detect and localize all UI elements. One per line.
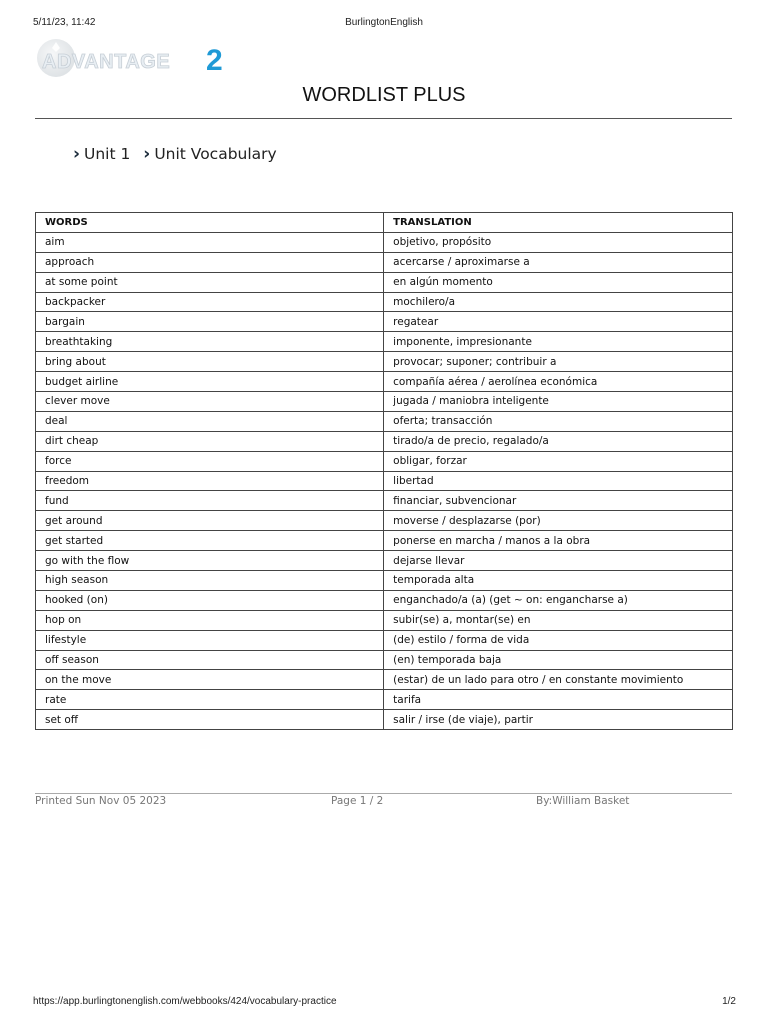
cell-translation: obligar, forzar	[384, 451, 733, 471]
table-row	[36, 571, 733, 591]
chevron-right-icon: ›	[143, 144, 151, 164]
footer-author: By:William Basket	[536, 795, 630, 807]
cell-word: freedom	[36, 471, 384, 491]
cell-word: force	[36, 451, 384, 471]
table-row	[36, 292, 733, 312]
cell-word: bargain	[36, 312, 384, 332]
table-row	[36, 332, 733, 352]
cell-translation: enganchado/a (a) (get ~ on: engancharse a)	[384, 590, 733, 610]
cell-word: hop on	[36, 610, 384, 630]
cell-translation: acercarse / aproximarse a	[384, 252, 733, 272]
table-row	[36, 650, 733, 670]
table-row	[36, 491, 733, 511]
table-row	[36, 710, 733, 730]
cell-word: dirt cheap	[36, 431, 384, 451]
cell-translation: (de) estilo / forma de vida	[384, 630, 733, 650]
cell-word: rate	[36, 690, 384, 710]
breadcrumb	[73, 144, 285, 164]
advantage-logo	[34, 38, 244, 82]
cell-translation: financiar, subvencionar	[384, 491, 733, 511]
cell-translation: jugada / maniobra inteligente	[384, 392, 733, 412]
cell-word: backpacker	[36, 292, 384, 312]
cell-word: off season	[36, 650, 384, 670]
vocabulary-table	[35, 212, 733, 730]
cell-translation: imponente, impresionante	[384, 332, 733, 352]
footer-printed-date: Printed Sun Nov 05 2023	[35, 795, 167, 807]
table-row	[36, 630, 733, 650]
cell-word: at some point	[36, 272, 384, 292]
chevron-right-icon: ›	[73, 144, 81, 164]
cell-translation: oferta; transacción	[384, 411, 733, 431]
cell-translation: tirado/a de precio, regalado/a	[384, 431, 733, 451]
page-title: WORDLIST PLUS	[302, 84, 466, 106]
table-row	[36, 431, 733, 451]
table-row	[36, 272, 733, 292]
cell-translation: (en) temporada baja	[384, 650, 733, 670]
cell-word: on the move	[36, 670, 384, 690]
table-row	[36, 232, 733, 252]
print-footer-page: 1/2	[722, 996, 736, 1007]
cell-word: approach	[36, 252, 384, 272]
table-row	[36, 372, 733, 392]
cell-word: aim	[36, 232, 384, 252]
cell-translation: (estar) de un lado para otro / en constante movimiento	[384, 670, 733, 690]
table-row	[36, 610, 733, 630]
title-divider	[35, 118, 732, 119]
cell-translation: ponerse en marcha / manos a la obra	[384, 531, 733, 551]
cell-word: get started	[36, 531, 384, 551]
table-row	[36, 411, 733, 431]
cell-translation: salir / irse (de viaje), partir	[384, 710, 733, 730]
cell-word: clever move	[36, 392, 384, 412]
table-header-row	[36, 213, 733, 233]
cell-word: breathtaking	[36, 332, 384, 352]
cell-translation: compañía aérea / aerolínea económica	[384, 372, 733, 392]
breadcrumb-item-vocabulary[interactable]: Unit Vocabulary	[154, 145, 277, 163]
table-row	[36, 690, 733, 710]
table-row	[36, 312, 733, 332]
cell-word: set off	[36, 710, 384, 730]
cell-translation: objetivo, propósito	[384, 232, 733, 252]
column-header-words: WORDS	[36, 213, 384, 233]
cell-translation: tarifa	[384, 690, 733, 710]
print-header-datetime: 5/11/23, 11:42	[33, 17, 96, 28]
cell-translation: moverse / desplazarse (por)	[384, 511, 733, 531]
cell-word: hooked (on)	[36, 590, 384, 610]
table-row	[36, 551, 733, 571]
table-row	[36, 392, 733, 412]
cell-translation: temporada alta	[384, 571, 733, 591]
cell-word: get around	[36, 511, 384, 531]
breadcrumb-item-unit[interactable]: Unit 1	[84, 145, 131, 163]
cell-word: deal	[36, 411, 384, 431]
table-row	[36, 590, 733, 610]
table-row	[36, 451, 733, 471]
cell-translation: en algún momento	[384, 272, 733, 292]
cell-translation: subir(se) a, montar(se) en	[384, 610, 733, 630]
print-header-title: BurlingtonEnglish	[345, 17, 423, 28]
cell-word: budget airline	[36, 372, 384, 392]
table-row	[36, 252, 733, 272]
cell-translation: regatear	[384, 312, 733, 332]
cell-translation: provocar; suponer; contribuir a	[384, 352, 733, 372]
cell-word: lifestyle	[36, 630, 384, 650]
cell-translation: dejarse llevar	[384, 551, 733, 571]
table-row	[36, 511, 733, 531]
footer-page-number: Page 1 / 2	[331, 795, 384, 807]
table-row	[36, 471, 733, 491]
print-footer-url: https://app.burlingtonenglish.com/webbooks/424/vocabulary-practice	[33, 996, 337, 1007]
cell-word: high season	[36, 571, 384, 591]
cell-translation: mochilero/a	[384, 292, 733, 312]
table-row	[36, 531, 733, 551]
cell-translation: libertad	[384, 471, 733, 491]
cell-word: fund	[36, 491, 384, 511]
cell-word: bring about	[36, 352, 384, 372]
logo-text: ADVANTAGE	[42, 51, 171, 73]
column-header-translation: TRANSLATION	[384, 213, 733, 233]
footer-divider	[35, 793, 732, 794]
vocabulary-table-body	[36, 232, 733, 729]
logo-number: 2	[206, 44, 223, 77]
table-row	[36, 352, 733, 372]
table-row	[36, 670, 733, 690]
cell-word: go with the flow	[36, 551, 384, 571]
